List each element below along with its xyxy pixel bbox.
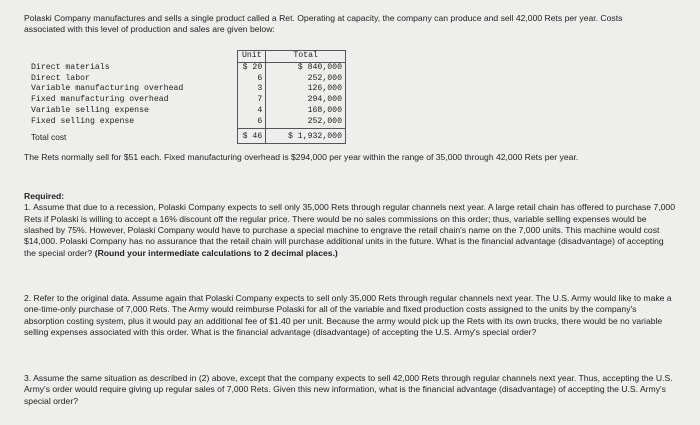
table-row — [28, 62, 346, 73]
row-total: 252,000 — [266, 117, 346, 128]
table-row — [28, 117, 346, 128]
table-row — [28, 95, 346, 106]
row-unit: 3 — [238, 84, 266, 95]
row-total: 168,000 — [266, 106, 346, 117]
row-label: Fixed manufacturing overhead — [31, 95, 169, 105]
required-heading: Required: — [24, 191, 65, 201]
question-3: 3. Assume the same situation as described in (2) above, except that the company expects to sell 42,000 Rets through regular channels next year. Thus, accepting the U.S. Army's order would require giving up regular sales of 7,000 Rets. Given this new information, what is the financial advantage (disadvantage) of accepting the U.S. Army's special order? — [24, 373, 673, 406]
table-row — [28, 74, 346, 85]
intro-paragraph: Polaski Company manufactures and sells a single product called a Ret. Operating at capacity, the company can produce and sell 42,000 Rets per year. Costs associated with this level of production and sales are given below: — [24, 13, 623, 35]
table-header-row — [28, 51, 346, 63]
question-1-instruction: (Round your intermediate calculations to 2 decimal places.) — [94, 247, 338, 258]
total-row — [28, 128, 346, 143]
row-total: 294,000 — [266, 95, 346, 106]
total-total: $ 1,932,000 — [266, 128, 346, 143]
question-2: 2. Refer to the original data. Assume again that Polaski Company expects to sell only 35,000 Rets through regular channels next year. The U.S. Army would like to make a one-time-only purchase of 7,000 Rets. The Army would reimburse Polaski for all of the variable and fixed production costs assigned to the units by the company's absorption costing system, plus it would pay an additional fee of $1.40 per unit. Because the army would pick up the Rets with its own trucks, there would be no variable selling expenses associated with this order. What is the financial advantage (disadvantage) of accepting the U.S. Army's special order? — [24, 293, 672, 338]
cost-table — [28, 50, 346, 144]
row-unit: $ 20 — [238, 62, 266, 73]
row-label: Fixed selling expense — [31, 117, 135, 127]
row-unit: 4 — [238, 106, 266, 117]
table-row — [28, 106, 346, 117]
row-label: Direct labor — [31, 73, 90, 83]
question-1-text: 1. Assume that due to a recession, Polaski Company expects to sell only 35,000 Rets through regular channels next year. A large retail chain has offered to purchase 7,000 Rets if Polaski is willing to accept a 16% discount off the regular price. There would be no sales commissions on this order; thus, variable selling expenses would be slashed by 75%. However, Polaski Company would have to purchase a special machine to engrave the retail chain's name on the 7,000 units. This machine would cost $14,000. Polaski Company has no assurance that the retail chain will purchase additional units in the future. What is the financial advantage (disadvantage) of accepting the special order? — [24, 202, 675, 258]
row-unit: 6 — [238, 117, 266, 128]
header-total: Total — [266, 51, 346, 63]
row-unit: 7 — [238, 95, 266, 106]
row-total: 126,000 — [266, 84, 346, 95]
required-section — [24, 191, 676, 259]
header-unit: Unit — [238, 51, 266, 63]
row-unit: 6 — [238, 74, 266, 85]
table-row — [28, 84, 346, 95]
total-unit: $ 46 — [238, 128, 266, 143]
question-1 — [24, 202, 676, 259]
price-note: The Rets normally sell for $51 each. Fixed manufacturing overhead is $294,000 per year within the range of 35,000 through 42,000 Rets per year. — [24, 152, 579, 162]
row-label: Direct materials — [31, 62, 110, 72]
row-label: Variable manufacturing overhead — [31, 84, 184, 94]
row-label: Variable selling expense — [31, 106, 149, 116]
row-total: $ 840,000 — [266, 62, 346, 73]
row-total: 252,000 — [266, 74, 346, 85]
total-label: Total cost — [31, 131, 67, 142]
